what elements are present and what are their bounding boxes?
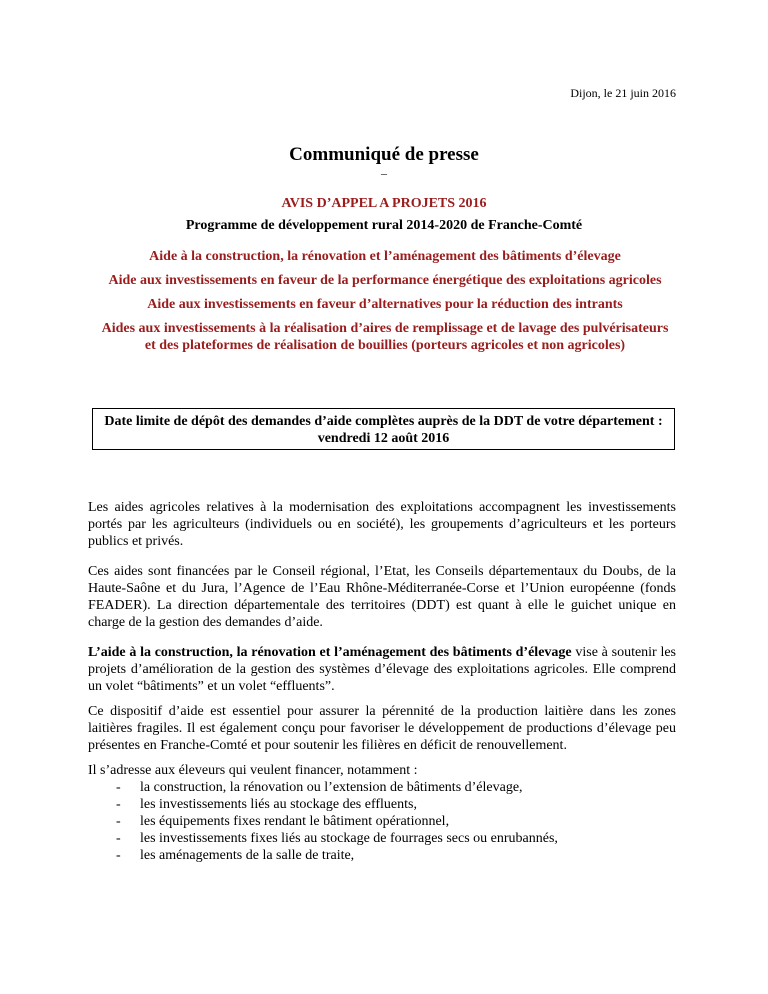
bullet-list <box>88 779 676 864</box>
list-marker: - <box>116 848 121 863</box>
list-marker: - <box>116 814 121 829</box>
list-marker: - <box>116 797 121 812</box>
paragraph: Les aides agricoles relatives à la modernisation des exploitations accompagnent les investissements portés par les agriculteurs (individuels ou en société), les groupements d’agriculteurs et les porteurs publics et privés. <box>88 500 676 549</box>
list-item <box>88 796 676 813</box>
paragraph <box>88 644 676 695</box>
list-item-text: les investissements fixes liés au stockage de fourrages secs ou enrubannés, <box>140 831 558 846</box>
list-item <box>88 847 676 864</box>
aide-title: Aide aux investissements en faveur de la performance énergétique des exploitations agricoles <box>108 273 662 288</box>
list-item-text: les équipements fixes rendant le bâtiment opérationnel, <box>140 814 450 829</box>
list-item <box>88 779 676 796</box>
paragraph-bold-lead: L’aide à la construction, la rénovation et l’aménagement des bâtiments d’élevage <box>88 645 572 660</box>
deadline-box: Date limite de dépôt des demandes d’aide complètes auprès de la DDT de votre département : vendredi 12 août 2016 <box>92 408 675 450</box>
list-marker: - <box>116 831 121 846</box>
aide-title: Aide à la construction, la rénovation et l’aménagement des bâtiments d’élevage <box>149 249 621 264</box>
date-line: Dijon, le 21 juin 2016 <box>570 86 676 100</box>
list-item <box>88 830 676 847</box>
paragraph-rest: vise à soutenir les projets d’amélioration de la gestion des systèmes d’élevage des exploitations agricoles. Elle comprend un volet “bâtiments” et un volet “effluents”. <box>88 645 677 694</box>
list-item-text: les investissements liés au stockage des effluents, <box>140 797 417 812</box>
avis-heading: AVIS D’APPEL A PROJETS 2016 <box>281 196 487 211</box>
page-title: Communiqué de presse <box>289 144 479 165</box>
paragraph: Ce dispositif d’aide est essentiel pour assurer la pérennité de la production laitière dans les zones laitières fragiles. Il est également conçu pour favoriser le développement de productions d’élevage peu présentes en Franche-Comté et pour soutenir les filières en déficit de renouvellement. <box>88 704 676 753</box>
title-dash: – <box>381 166 387 180</box>
paragraph: Il s’adresse aux éleveurs qui veulent financer, notamment : <box>88 763 418 778</box>
list-item-text: la construction, la rénovation ou l’extension de bâtiments d’élevage, <box>140 780 523 795</box>
body-text <box>88 499 676 864</box>
aide-title: Aides aux investissements à la réalisation d’aires de remplissage et de lavage des pulvérisateurs et des plateformes de réalisation de bouillies (porteurs agricoles et non agricoles) <box>101 321 669 353</box>
aides-list <box>95 248 675 361</box>
list-marker: - <box>116 780 121 795</box>
paragraph: Ces aides sont financées par le Conseil régional, l’Etat, les Conseils départementaux du Doubs, de la Haute-Saône et du Jura, l’Agence de l’Eau Rhône-Méditerranée-Corse et l’Union européenne (fonds FEADER). La direction départementale des territoires (DDT) est quant à elle le guichet unique en charge de la gestion des demandes d’aide. <box>88 564 676 630</box>
aide-title: Aide aux investissements en faveur d’alternatives pour la réduction des intrants <box>147 297 623 312</box>
list-item <box>88 813 676 830</box>
list-item-text: les aménagements de la salle de traite, <box>140 848 355 863</box>
programme-heading: Programme de développement rural 2014-2020 de Franche-Comté <box>185 218 583 233</box>
